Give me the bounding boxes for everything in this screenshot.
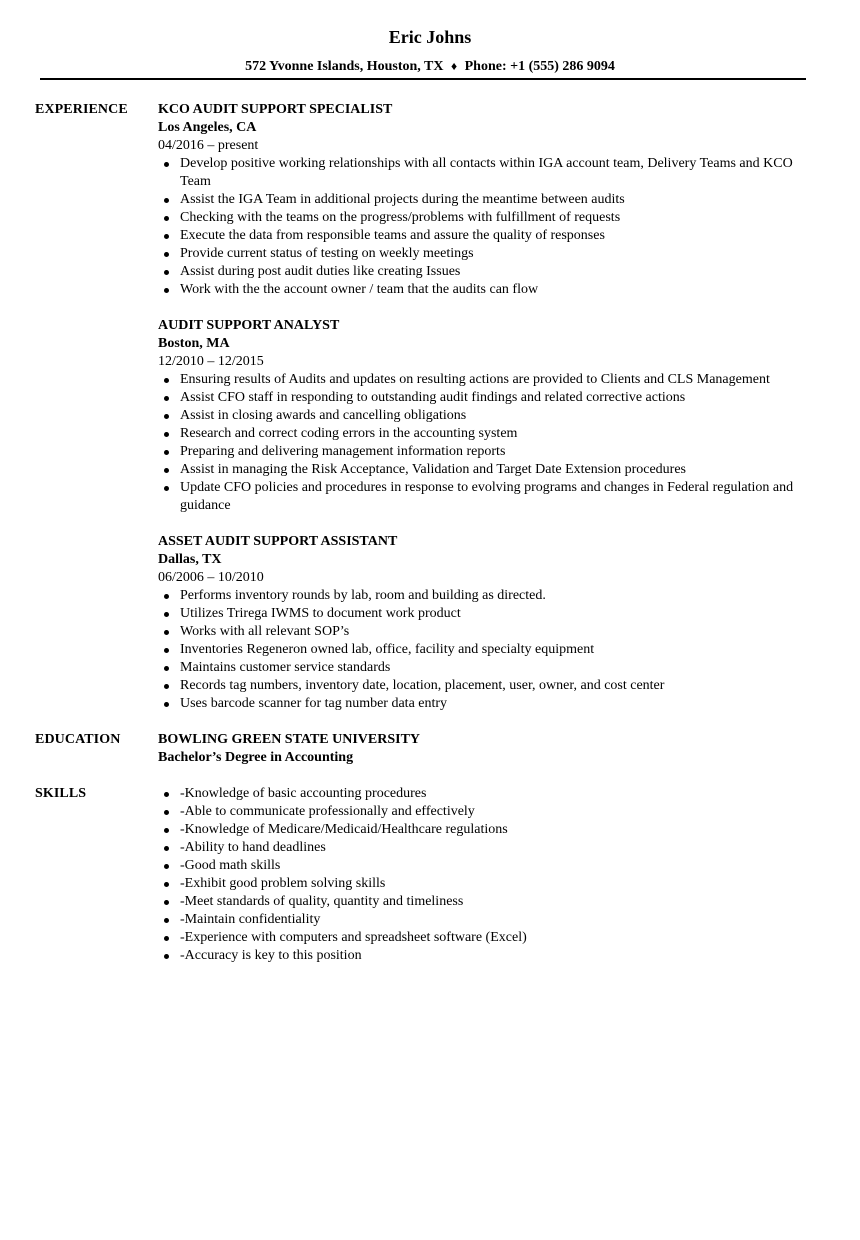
experience-section: [0, 101, 860, 713]
job-dates: 06/2006 – 10/2010: [158, 570, 264, 585]
job-title: AUDIT SUPPORT ANALYST: [158, 318, 340, 333]
contact-line: [0, 57, 860, 76]
bullet-icon: [164, 846, 169, 851]
skills-body: [158, 785, 860, 965]
list-item-text: Assist during post audit duties like creating Issues: [180, 264, 461, 279]
list-item: [158, 155, 816, 191]
bullet-icon: [164, 900, 169, 905]
list-item: [158, 857, 816, 875]
list-item-text: Update CFO policies and procedures in response to evolving programs and changes in Federal regulation and guidance: [180, 480, 794, 513]
job-entry: [158, 101, 816, 299]
job-dates: 12/2010 – 12/2015: [158, 354, 264, 369]
bullet-icon: [164, 162, 169, 167]
list-item: [158, 425, 816, 443]
list-item: [158, 803, 816, 821]
bullet-icon: [164, 918, 169, 923]
bullet-icon: [164, 252, 169, 257]
candidate-name: Eric Johns: [388, 27, 472, 47]
phone: Phone: +1 (555) 286 9094: [464, 59, 615, 74]
bullet-icon: [164, 810, 169, 815]
bullet-icon: [164, 594, 169, 599]
list-item-text: Work with the the account owner / team that the audits can flow: [180, 282, 539, 297]
list-item: [158, 227, 816, 245]
bullet-icon: [164, 234, 169, 239]
bullet-icon: [164, 648, 169, 653]
bullet-icon: [164, 792, 169, 797]
bullet-icon: [164, 486, 169, 491]
bullet-icon: [164, 684, 169, 689]
list-item: [158, 677, 816, 695]
address: 572 Yvonne Islands, Houston, TX: [245, 59, 444, 74]
list-item: [158, 605, 816, 623]
education-section: [0, 731, 860, 767]
bullet-icon: [164, 270, 169, 275]
resume-header: [0, 0, 860, 76]
list-item: [158, 407, 816, 425]
experience-body: [158, 101, 860, 713]
separator-diamond: ♦: [450, 59, 458, 73]
bullet-icon: [164, 450, 169, 455]
list-item-text: -Meet standards of quality, quantity and timeliness: [180, 894, 464, 909]
list-item: [158, 191, 816, 209]
list-item: [158, 281, 816, 299]
bullet-icon: [164, 666, 169, 671]
list-item-text: Works with all relevant SOP’s: [180, 624, 350, 639]
list-item-text: -Knowledge of Medicare/Medicaid/Healthcare regulations: [180, 822, 508, 837]
list-item: [158, 785, 816, 803]
list-item-text: -Good math skills: [180, 858, 281, 873]
list-item-text: Preparing and delivering management information reports: [180, 444, 506, 459]
bullet-icon: [164, 414, 169, 419]
list-item: [158, 821, 816, 839]
list-item: [158, 461, 816, 479]
experience-heading: EXPERIENCE: [35, 102, 128, 117]
job-title: ASSET AUDIT SUPPORT ASSISTANT: [158, 534, 398, 549]
list-item-text: -Ability to hand deadlines: [180, 840, 326, 855]
list-item-text: Checking with the teams on the progress/problems with fulfillment of requests: [180, 210, 621, 225]
job-duties: [158, 371, 816, 515]
list-item-text: Research and correct coding errors in the accounting system: [180, 426, 518, 441]
list-item: [158, 479, 816, 515]
job-title: KCO AUDIT SUPPORT SPECIALIST: [158, 102, 393, 117]
bullet-icon: [164, 198, 169, 203]
list-item: [158, 389, 816, 407]
bullet-icon: [164, 378, 169, 383]
job-location: Boston, MA: [158, 336, 230, 351]
skills-list: [158, 785, 816, 965]
bullet-icon: [164, 216, 169, 221]
school-name: BOWLING GREEN STATE UNIVERSITY: [158, 732, 421, 747]
bullet-icon: [164, 432, 169, 437]
list-item-text: Inventories Regeneron owned lab, office, facility and specialty equipment: [180, 642, 595, 657]
list-item-text: Maintains customer service standards: [180, 660, 391, 675]
list-item-text: -Exhibit good problem solving skills: [180, 876, 386, 891]
skills-heading: SKILLS: [35, 786, 87, 801]
header-divider: [40, 78, 806, 80]
list-item-text: Develop positive working relationships with all contacts within IGA account team, Delivery Teams and KCO Team: [180, 156, 793, 189]
education-body: [158, 731, 860, 767]
list-item: [158, 911, 816, 929]
list-item: [158, 209, 816, 227]
job-dates: 04/2016 – present: [158, 138, 259, 153]
list-item-text: -Experience with computers and spreadsheet software (Excel): [180, 930, 527, 945]
list-item-text: -Accuracy is key to this position: [180, 948, 362, 963]
list-item: [158, 839, 816, 857]
degree: Bachelor’s Degree in Accounting: [158, 750, 354, 765]
list-item: [158, 893, 816, 911]
list-item: [158, 245, 816, 263]
list-item-text: Assist in closing awards and cancelling obligations: [180, 408, 467, 423]
list-item: [158, 623, 816, 641]
list-item: [158, 587, 816, 605]
job-duties: [158, 587, 816, 713]
bullet-icon: [164, 630, 169, 635]
bullet-icon: [164, 954, 169, 959]
list-item-text: Execute the data from responsible teams and assure the quality of responses: [180, 228, 605, 243]
list-item: [158, 641, 816, 659]
bullet-icon: [164, 468, 169, 473]
bullet-icon: [164, 702, 169, 707]
job-location: Los Angeles, CA: [158, 120, 257, 135]
list-item: [158, 929, 816, 947]
list-item-text: Assist in managing the Risk Acceptance, Validation and Target Date Extension procedures: [180, 462, 687, 477]
list-item-text: Records tag numbers, inventory date, location, placement, user, owner, and cost center: [180, 678, 665, 693]
list-item: [158, 947, 816, 965]
job-entry: [158, 317, 816, 515]
bullet-icon: [164, 612, 169, 617]
bullet-icon: [164, 288, 169, 293]
list-item: [158, 371, 816, 389]
job-location: Dallas, TX: [158, 552, 222, 567]
bullet-icon: [164, 864, 169, 869]
bullet-icon: [164, 396, 169, 401]
list-item-text: -Knowledge of basic accounting procedures: [180, 786, 427, 801]
list-item: [158, 659, 816, 677]
bullet-icon: [164, 936, 169, 941]
list-item: [158, 443, 816, 461]
list-item-text: Performs inventory rounds by lab, room and building as directed.: [180, 588, 546, 603]
list-item-text: Provide current status of testing on weekly meetings: [180, 246, 474, 261]
list-item-text: Utilizes Trirega IWMS to document work product: [180, 606, 461, 621]
skills-section: [0, 785, 860, 965]
list-item: [158, 263, 816, 281]
education-heading: EDUCATION: [35, 732, 121, 747]
list-item-text: -Maintain confidentiality: [180, 912, 321, 927]
job-entry: [158, 533, 816, 713]
list-item: [158, 695, 816, 713]
list-item-text: Uses barcode scanner for tag number data entry: [180, 696, 448, 711]
bullet-icon: [164, 882, 169, 887]
list-item-text: Ensuring results of Audits and updates on resulting actions are provided to Clients and CLS Management: [180, 372, 770, 387]
list-item-text: -Able to communicate professionally and effectively: [180, 804, 475, 819]
list-item-text: Assist CFO staff in responding to outstanding audit findings and related corrective actions: [180, 390, 686, 405]
list-item-text: Assist the IGA Team in additional projects during the meantime between audits: [180, 192, 625, 207]
job-duties: [158, 155, 816, 299]
list-item: [158, 875, 816, 893]
bullet-icon: [164, 828, 169, 833]
